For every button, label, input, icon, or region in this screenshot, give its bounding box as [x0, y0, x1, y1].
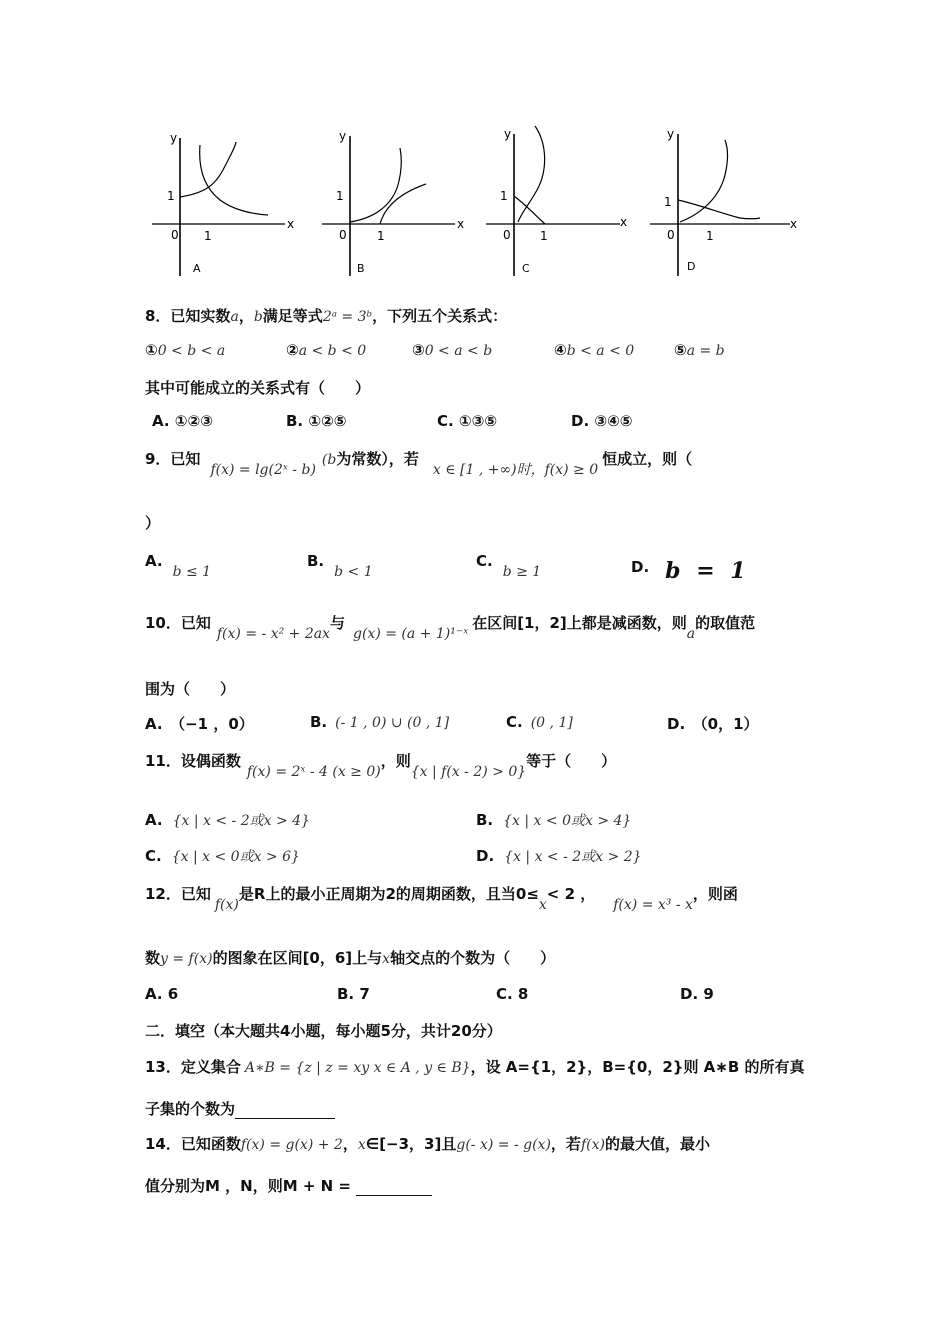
expr: (0 , 1] — [530, 715, 573, 731]
inequality: f(x) ≥ 0 — [544, 462, 599, 478]
q9-option-d — [631, 552, 750, 584]
q8-option-d: D. ③④⑤ — [571, 412, 633, 430]
q12-stem — [145, 883, 738, 913]
text: < 2 ， — [546, 885, 596, 903]
q12-option-c: C. 8 — [496, 985, 529, 1003]
text: 10．已知 — [145, 614, 211, 632]
y-axis-label: y — [170, 131, 178, 145]
function-f: f(x) = 2ˣ - 4 (x ≥ 0) — [246, 764, 381, 780]
expr: (- 1 , 0) ∪ (0 , 1] — [335, 715, 450, 731]
q8-relation-4 — [554, 341, 634, 359]
text: 12．已知 — [145, 885, 211, 903]
expr: a < b < 0 — [298, 343, 367, 359]
q12-option-b: B. 7 — [337, 985, 370, 1003]
var-a: a — [686, 626, 696, 642]
text: ，若 — [550, 1135, 581, 1153]
expr: {x | x < - 2或x > 2} — [504, 849, 642, 865]
q9-option-a — [145, 552, 212, 580]
expr: a = b — [686, 343, 725, 359]
y-axis-label: y — [339, 129, 347, 143]
letter: B. — [476, 811, 494, 829]
q8-relation-1 — [145, 341, 225, 359]
text: (b — [321, 452, 337, 468]
function-graphs — [0, 0, 950, 290]
q13-stem — [145, 1056, 805, 1077]
expr: 0 < a < b — [424, 343, 493, 359]
graph-c — [486, 126, 627, 276]
q12-option-a: A. 6 — [145, 985, 179, 1003]
y-one-label: 1 — [664, 195, 672, 209]
q12-stem-cont — [145, 947, 555, 968]
q10-option-b — [310, 713, 449, 731]
text: 满足等式 — [262, 307, 323, 325]
letter: B. — [307, 552, 325, 570]
q9-option-b — [307, 552, 373, 580]
q8-option-a: A. ①②③ — [152, 412, 213, 430]
y-axis-label: y — [667, 127, 675, 141]
num: ① — [145, 341, 158, 359]
y-one-label: 1 — [336, 189, 344, 203]
text: 等于（ ） — [526, 752, 617, 770]
text: ，则 — [380, 752, 411, 770]
graph-label: C — [522, 262, 530, 275]
function-y: y = f(x) — [160, 951, 213, 967]
q12-option-d: D. 9 — [680, 985, 714, 1003]
text: 的最大值，最小 — [604, 1135, 710, 1153]
function-g: g(- x) = - g(x) — [456, 1137, 551, 1153]
text: 在区间[1，2]上都是减函数，则 — [472, 614, 687, 632]
letter: C. — [145, 847, 162, 865]
answer-blank[interactable] — [356, 1179, 432, 1196]
y-axis-label: y — [504, 127, 512, 141]
q11-option-a — [145, 810, 310, 830]
x-axis-label: x — [620, 215, 628, 229]
q14-stem — [145, 1133, 710, 1154]
q10-stem-cont: 围为（ ） — [145, 680, 236, 698]
graph-b — [322, 129, 464, 276]
num: ④ — [554, 341, 567, 359]
text: ，则函 — [692, 885, 738, 903]
q8-option-b: B. ①②⑤ — [286, 412, 347, 430]
text: ，下列五个关系式： — [372, 307, 508, 325]
y-one-label: 1 — [167, 189, 175, 203]
var-a: a — [230, 309, 239, 325]
letter: C. — [506, 713, 523, 731]
set: {x | f(x - 2) > 0} — [410, 764, 527, 780]
expr: b = 1 — [665, 558, 750, 584]
y-one-label: 1 — [500, 189, 508, 203]
graph-label: A — [193, 262, 201, 275]
letter: B. — [310, 713, 328, 731]
text: 的图象在区间[0，6]上与 — [212, 949, 383, 967]
text: ∈[−3，3]且 — [365, 1135, 457, 1153]
section-heading: 二．填空（本大题共4小题，每小题5分，共计20分） — [145, 1022, 502, 1040]
equation: 2ᵃ = 3ᵇ — [322, 309, 373, 325]
x-one-label: 1 — [377, 229, 385, 243]
q11-option-b — [476, 810, 631, 830]
text: 8．已知实数 — [145, 307, 231, 325]
num: ② — [286, 341, 299, 359]
var-x: x — [538, 897, 547, 913]
q9-option-c — [476, 552, 542, 580]
x-axis-label: x — [457, 217, 465, 231]
text: 的取值范 — [695, 614, 756, 632]
function-f: f(x) = lg(2ˣ - b) — [210, 462, 316, 478]
expr: b ≥ 1 — [502, 564, 542, 580]
origin-label: 0 — [339, 228, 347, 242]
graph-label: B — [357, 262, 365, 275]
q11-option-d — [476, 846, 642, 866]
q9-stem — [145, 448, 693, 478]
x-one-label: 1 — [204, 229, 212, 243]
q8-relation-5 — [674, 341, 725, 359]
letter: C. — [476, 552, 493, 570]
expr: {x | x < 0或x > 6} — [171, 849, 300, 865]
text: ，设 A={1，2}，B={0，2}则 A∗B 的所有真 — [470, 1058, 805, 1076]
num: ⑤ — [674, 341, 687, 359]
origin-label: 0 — [171, 228, 179, 242]
answer-blank[interactable] — [235, 1102, 335, 1119]
q10-stem — [145, 612, 756, 642]
expr: 0 < b < a — [157, 343, 226, 359]
text: ， — [238, 307, 254, 325]
text: 为常数），若 — [336, 450, 419, 468]
q14-stem-cont — [145, 1175, 432, 1196]
graph-label: D — [687, 260, 696, 273]
set-definition: A∗B = {z | z = xy x ∈ A , y ∈ B} — [244, 1060, 471, 1076]
q13-stem-cont — [145, 1098, 335, 1119]
text: 值分别为M ，N，则M + N = — [145, 1177, 357, 1195]
x-one-label: 1 — [540, 229, 548, 243]
q11-option-c — [145, 846, 300, 866]
x-one-label: 1 — [706, 229, 714, 243]
text: 11．设偶函数 — [145, 752, 241, 770]
q10-option-d: D. （0，1） — [667, 715, 759, 733]
definition: f(x) = x³ - x — [613, 897, 693, 913]
letter: D. — [631, 558, 650, 576]
letter: D. — [476, 847, 495, 865]
q8-option-c: C. ①③⑤ — [437, 412, 498, 430]
function-g: g(x) = (a + 1)¹⁻ˣ — [353, 626, 469, 642]
x-axis-label: x — [790, 217, 798, 231]
text: 13．定义集合 — [145, 1058, 241, 1076]
condition: x ∈ [1 , +∞)时， — [432, 462, 545, 478]
var-b: b — [253, 309, 263, 325]
text: 是R上的最小正周期为2的周期函数，且当0≤ — [238, 885, 539, 903]
text: 9．已知 — [145, 450, 201, 468]
text: 轴交点的个数为（ ） — [390, 949, 556, 967]
function-f: f(x) = g(x) + 2 — [240, 1137, 343, 1153]
q8-relation-3 — [412, 341, 492, 359]
text: 恒成立，则（ — [602, 450, 693, 468]
q11-stem — [145, 750, 617, 780]
text: ， — [342, 1135, 358, 1153]
q8-relation-2 — [286, 341, 366, 359]
text: 14．已知函数 — [145, 1135, 241, 1153]
expr: b ≤ 1 — [172, 564, 212, 580]
text: 数 — [145, 949, 161, 967]
expr: b < a < 0 — [566, 343, 635, 359]
origin-label: 0 — [667, 228, 675, 242]
expr: {x | x < - 2或x > 4} — [172, 813, 310, 829]
function-fx: f(x) — [580, 1137, 605, 1153]
var-x: x — [357, 1137, 366, 1153]
letter: A. — [145, 552, 163, 570]
graph-a — [152, 131, 294, 276]
q8-stem — [145, 305, 507, 326]
function-f: f(x) — [214, 897, 239, 913]
expr: b < 1 — [334, 564, 373, 580]
origin-label: 0 — [503, 228, 511, 242]
q8-question: 其中可能成立的关系式有（ ） — [145, 379, 371, 397]
q10-option-a: A. （−1 ，0） — [145, 715, 254, 733]
num: ③ — [412, 341, 425, 359]
function-f: f(x) = - x² + 2ax — [216, 626, 330, 642]
x-axis-label: x — [287, 217, 295, 231]
q10-option-c — [506, 713, 573, 731]
graph-d — [650, 127, 797, 276]
expr: {x | x < 0或x > 4} — [503, 813, 632, 829]
text: 与 — [329, 614, 345, 632]
text: 子集的个数为 — [145, 1100, 236, 1118]
q9-close-paren: ） — [145, 514, 161, 532]
var-x: x — [382, 951, 391, 967]
letter: A. — [145, 811, 163, 829]
